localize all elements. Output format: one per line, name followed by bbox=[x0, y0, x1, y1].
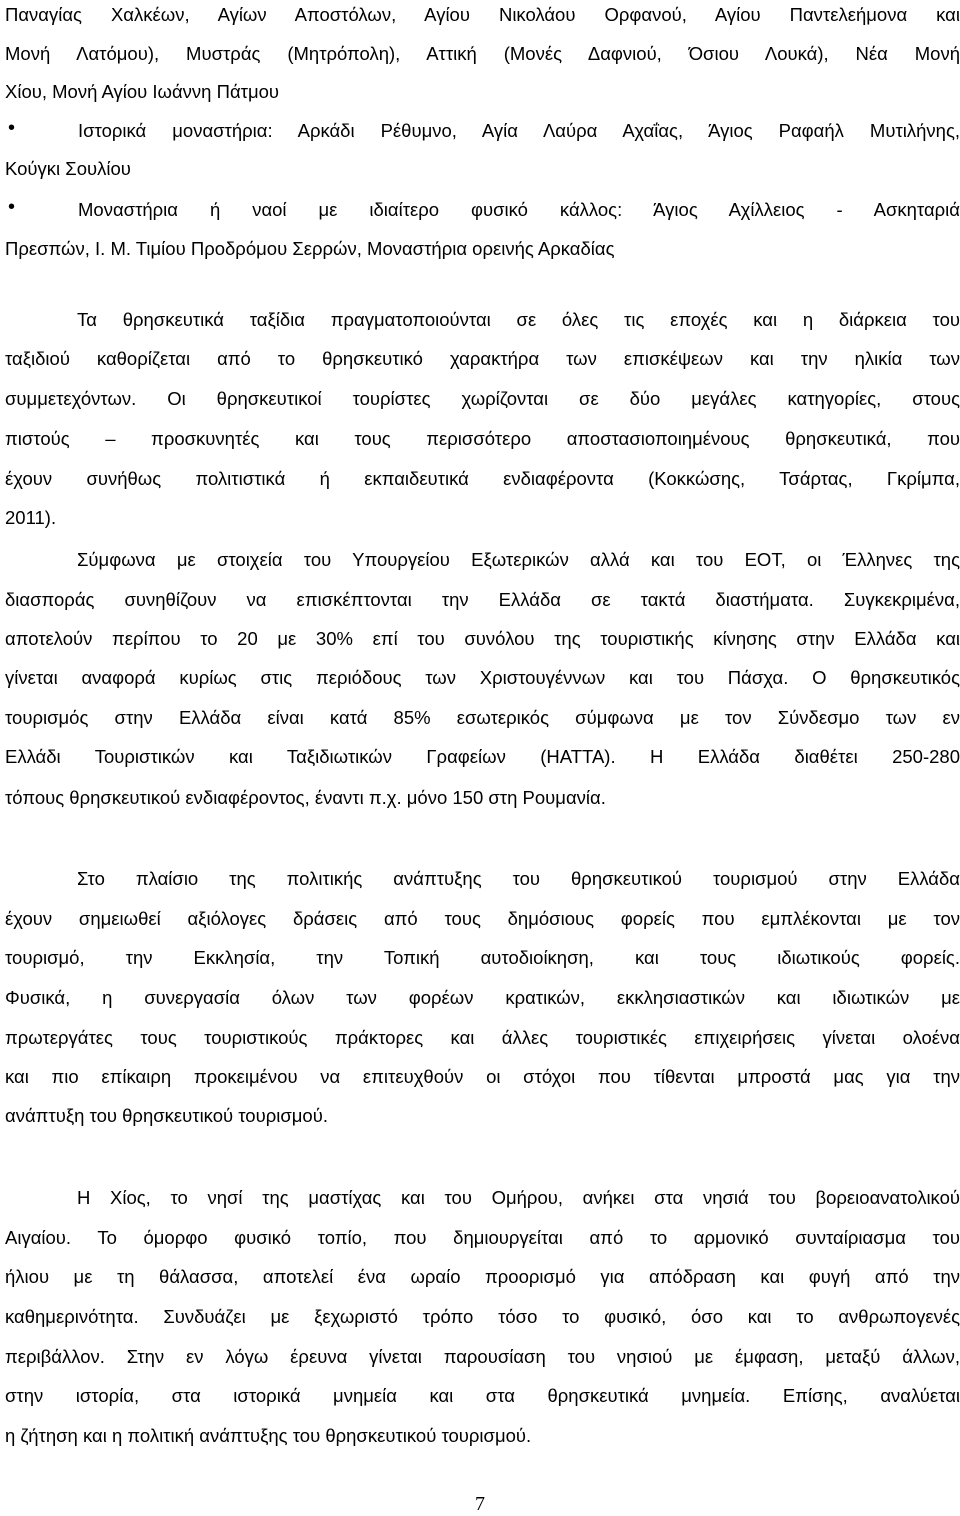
text-line: τουρισμό, την Εκκλησία, την Τοπική αυτοδιοίκηση, και τους ιδιωτικούς φορείς. bbox=[5, 947, 960, 968]
page-number: 7 bbox=[475, 1493, 485, 1515]
text-line: ανάπτυξη του θρησκευτικού τουρισμού. bbox=[5, 1105, 328, 1126]
text-line: πρωτεργάτες τους τουριστικούς πράκτορες και άλλες τουριστικές επιχειρήσεις γίνεται ολοένα bbox=[5, 1027, 960, 1048]
text-line: Η Χίος, το νησί της μαστίχας και του Ομήρου, ανήκει στα νησιά του βορειοανατολικού bbox=[77, 1187, 960, 1208]
bullet-icon: • bbox=[8, 196, 16, 218]
text-line: στην ιστορία, στα ιστορικά μνημεία και στα θρησκευτικά μνημεία. Επίσης, αναλύεται bbox=[5, 1385, 960, 1406]
text-line: τόπους θρησκευτικού ενδιαφέροντος, έναντι π.χ. μόνο 150 στη Ρουμανία. bbox=[5, 787, 606, 808]
text-line: διασποράς συνηθίζουν να επισκέπτονται την Ελλάδα σε τακτά διαστήματα. Συγκεκριμένα, bbox=[5, 589, 960, 610]
text-line: ταξιδιού καθορίζεται από το θρησκευτικό χαρακτήρα των επισκέψεων και την ηλικία των bbox=[5, 348, 960, 369]
text-line: και πιο επίκαιρη προκειμένου να επιτευχθούν οι στόχοι που τίθενται μπροστά μας για την bbox=[5, 1066, 960, 1087]
text-line: Τα θρησκευτικά ταξίδια πραγματοποιούνται σε όλες τις εποχές και η διάρκεια του bbox=[77, 309, 960, 330]
text-line: Στο πλαίσιο της πολιτικής ανάπτυξης του θρησκευτικού τουρισμού στην Ελλάδα bbox=[77, 868, 960, 889]
text-line: αποτελούν περίπου το 20 με 30% επί του συνόλου της τουριστικής κίνησης στην Ελλάδα και bbox=[5, 628, 960, 649]
text-line: 2011). bbox=[5, 507, 57, 528]
text-line: πιστούς – προσκυνητές και τους περισσότερο αποστασιοποιημένους θρησκευτικά, που bbox=[5, 428, 960, 449]
text-line: Ελλάδι Τουριστικών και Ταξιδιωτικών Γραφείων (HATTA). Η Ελλάδα διαθέτει 250-280 bbox=[5, 746, 960, 767]
text-line: Αιγαίου. Το όμορφο φυσικό τοπίο, που δημιουργείται από το αρμονικό συνταίριασμα του bbox=[5, 1227, 960, 1248]
text-line: γίνεται αναφορά κυρίως στις περιόδους των Χριστουγέννων και του Πάσχα. Ο θρησκευτικός bbox=[5, 667, 960, 688]
bullet-text: Ιστορικά μοναστήρια: Αρκάδι Ρέθυμνο, Αγία Λαύρα Αχαΐας, Άγιος Ραφαήλ Μυτιλήνης, bbox=[78, 120, 960, 141]
text-line: έχουν σημειωθεί αξιόλογες δράσεις από τους δημόσιους φορείς που εμπλέκονται με τον bbox=[5, 908, 960, 929]
text-line: περιβάλλον. Στην εν λόγω έρευνα γίνεται παρουσίαση του νησιού με έμφαση, μεταξύ άλλων, bbox=[5, 1346, 960, 1367]
text-line: Παναγίας Χαλκέων, Αγίων Αποστόλων, Αγίου Νικολάου Ορφανού, Αγίου Παντελεήμονα και bbox=[5, 4, 960, 25]
bullet-text: Μοναστήρια ή ναοί με ιδιαίτερο φυσικό κάλλος: Άγιος Αχίλλειος - Ασκηταριά bbox=[78, 199, 960, 220]
text-line: Χίου, Μονή Αγίου Ιωάννη Πάτμου bbox=[5, 81, 280, 102]
text-line: Σύμφωνα με στοιχεία του Υπουργείου Εξωτερικών αλλά και του ΕΟΤ, οι Έλληνες της bbox=[77, 549, 960, 570]
bullet-icon: • bbox=[8, 117, 16, 139]
text-line: καθημερινότητα. Συνδυάζει με ξεχωριστό τρόπο τόσο το φυσικό, όσο και το ανθρωπογενές bbox=[5, 1306, 960, 1327]
text-line: συμμετεχόντων. Οι θρησκευτικοί τουρίστες χωρίζονται σε δύο μεγάλες κατηγορίες, στους bbox=[5, 388, 960, 409]
text-line: Φυσικά, η συνεργασία όλων των φορέων κρατικών, εκκλησιαστικών και ιδιωτικών με bbox=[5, 987, 960, 1008]
text-line: τουρισμός στην Ελλάδα είναι κατά 85% εσωτερικός σύμφωνα με τον Σύνδεσμο των εν bbox=[5, 707, 960, 728]
text-line: ήλιου με τη θάλασσα, αποτελεί ένα ωραίο προορισμό για απόδραση και φυγή από την bbox=[5, 1266, 960, 1287]
text-line: Μονή Λατόμου), Μυστράς (Μητρόπολη), Αττική (Μονές Δαφνιού, Όσιου Λουκά), Νέα Μονή bbox=[5, 43, 960, 64]
bullet-text: Πρεσπών, Ι. Μ. Τιμίου Προδρόμου Σερρών, Μοναστήρια ορεινής Αρκαδίας bbox=[5, 238, 615, 259]
bullet-text: Κούγκι Σουλίου bbox=[5, 158, 131, 179]
text-line: έχουν συνήθως πολιτιστικά ή εκπαιδευτικά ενδιαφέροντα (Κοκκώσης, Τσάρτας, Γκρίμπα, bbox=[5, 468, 960, 489]
text-line: η ζήτηση και η πολιτική ανάπτυξης του θρησκευτικού τουρισμού. bbox=[5, 1425, 532, 1446]
